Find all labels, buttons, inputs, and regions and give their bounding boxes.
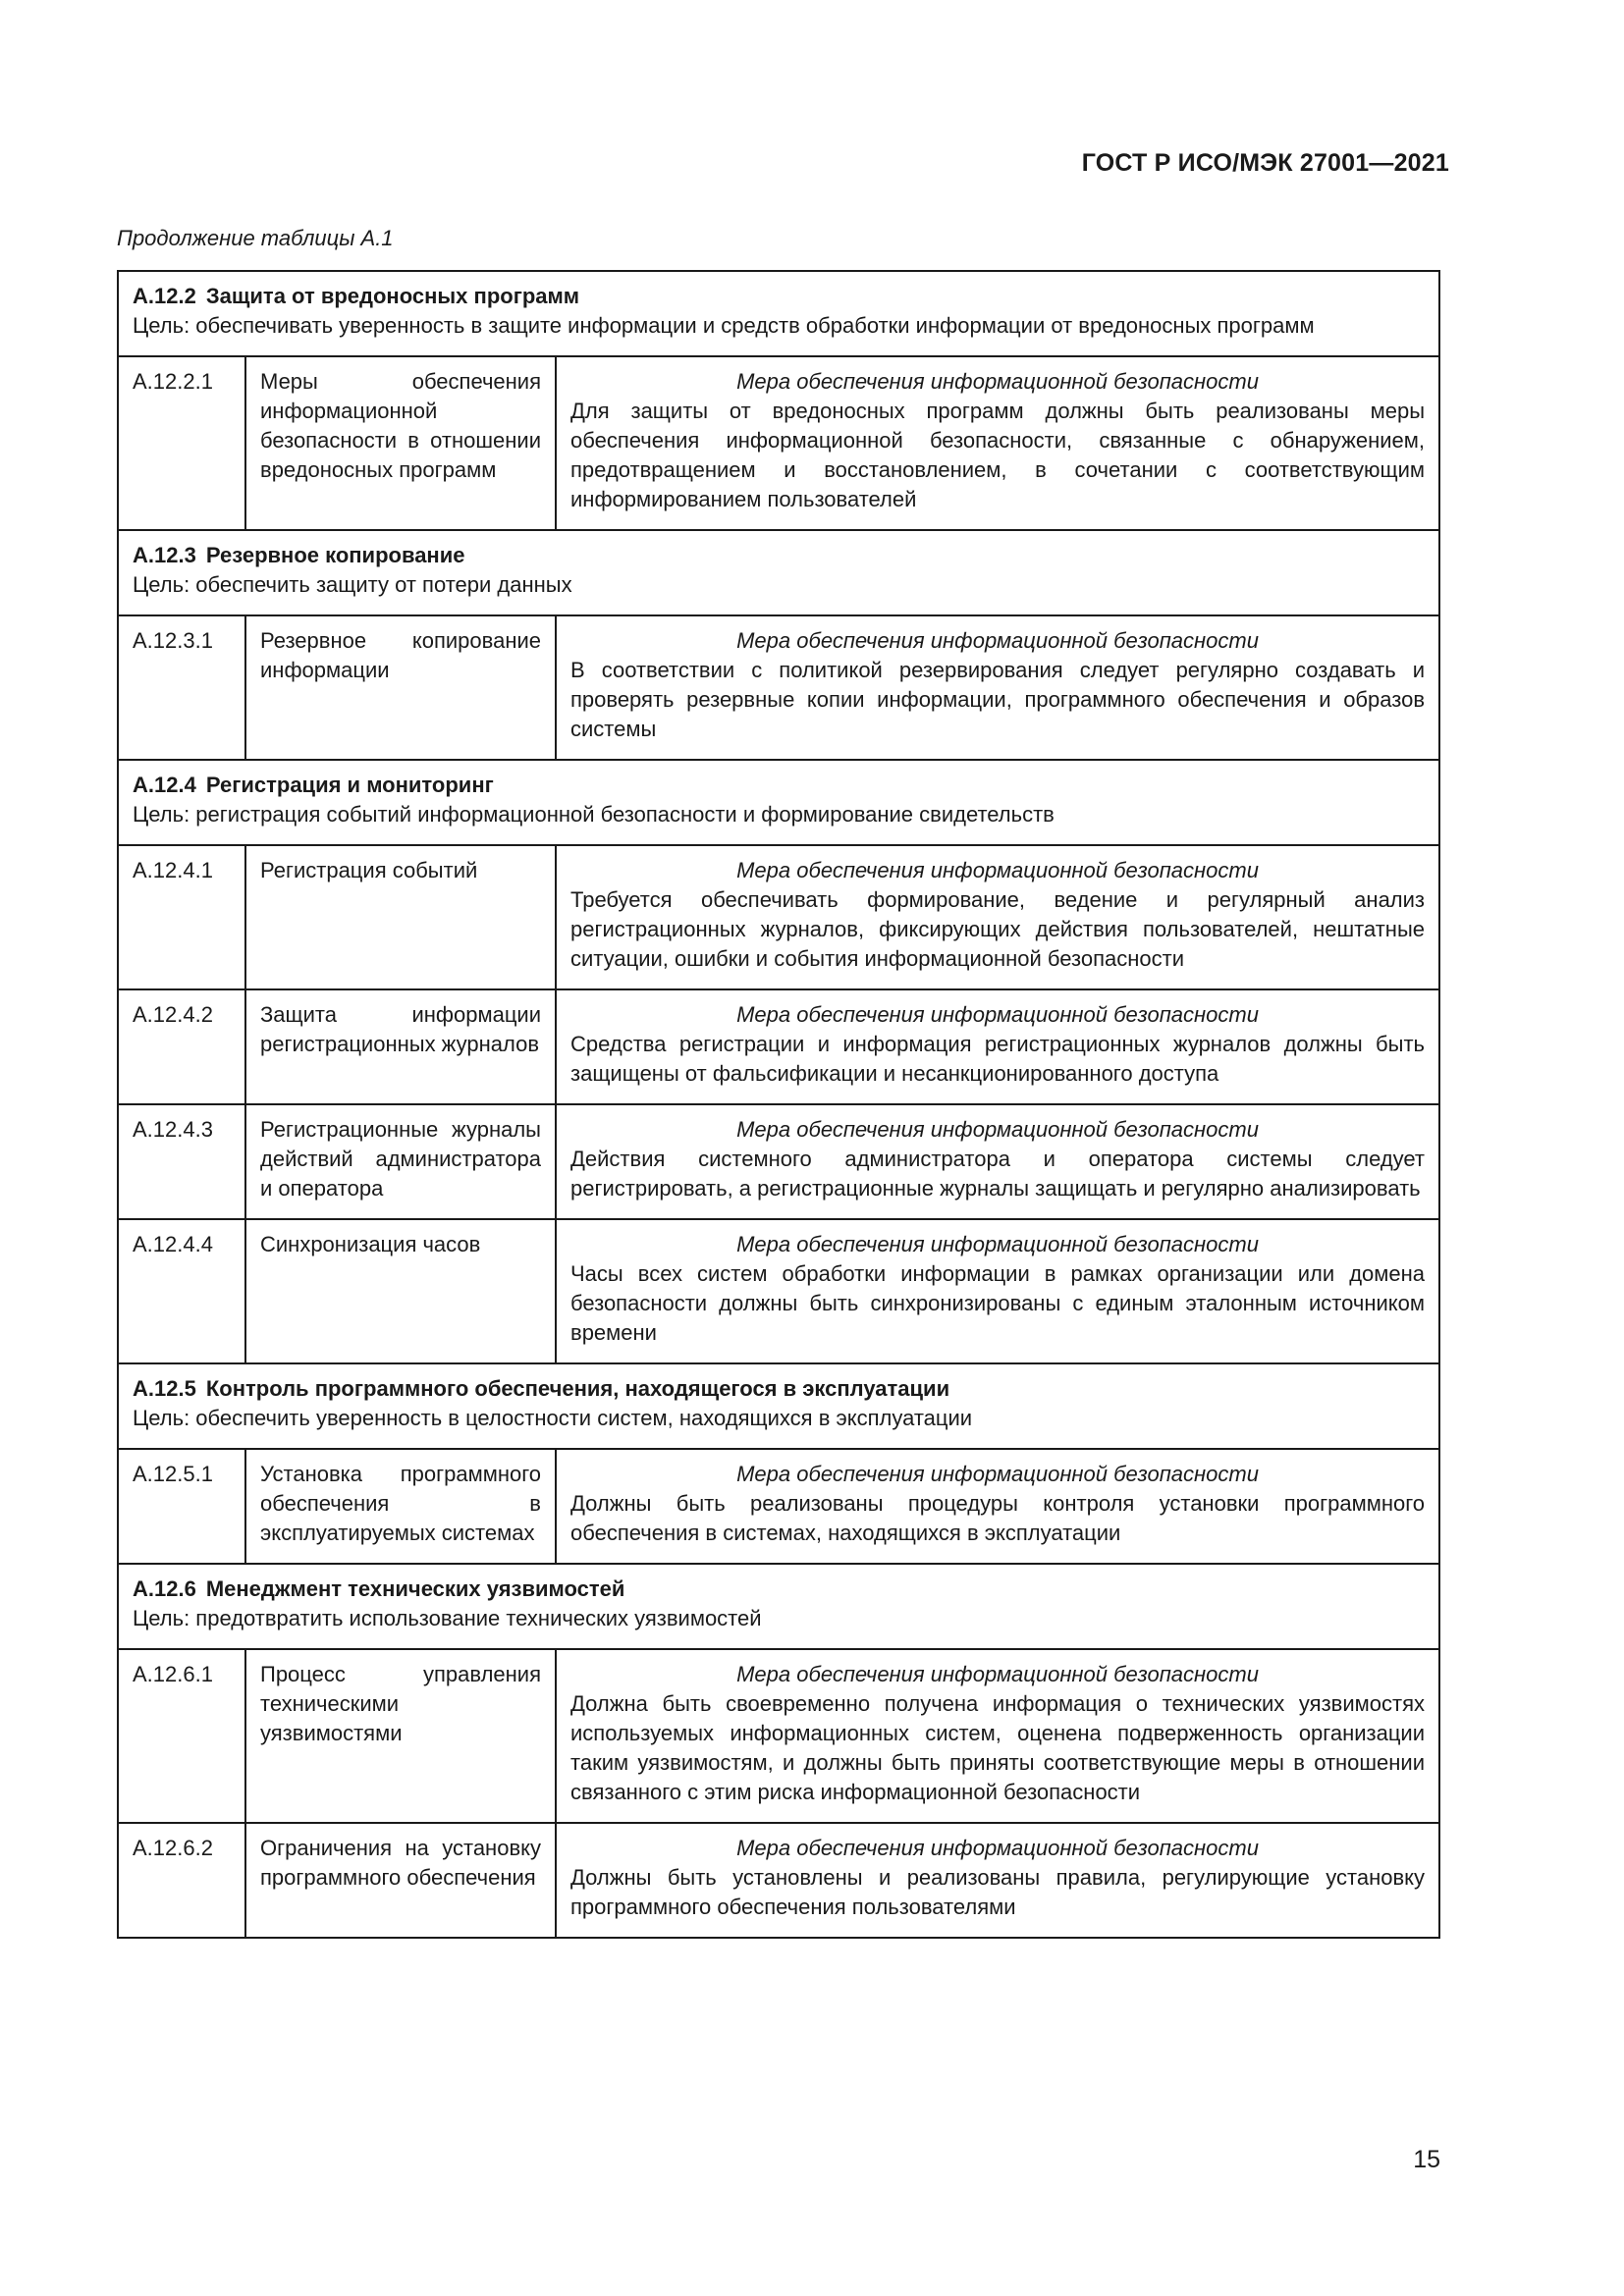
section-title (133, 771, 1425, 800)
measure-text: Должны быть реализованы процедуры контроля установки программного обеспечения в системах, находящихся в эксплуатации (570, 1491, 1426, 1545)
section-cell (118, 530, 1439, 615)
section-code: А.12.2 (133, 284, 196, 308)
control-row (118, 1649, 1439, 1823)
control-name: Регистрационные журналы действий администратора и оператора (245, 1104, 556, 1219)
measure-label: Мера обеспечения информационной безопасности (736, 1117, 1259, 1142)
section-title-text: Менеджмент технических уязвимостей (205, 1576, 625, 1601)
controls-table (117, 270, 1440, 1939)
measure-text: Средства регистрации и информация регистрационных журналов должны быть защищены от фальсификации и несанкционированного доступа (570, 1032, 1426, 1086)
measure-label: Мера обеспечения информационной безопасности (736, 369, 1259, 394)
control-code: А.12.6.1 (118, 1649, 245, 1823)
measure-text: Должна быть своевременно получена информация о технических уязвимостях используемых информационных систем, оценена подверженность организации таким уязвимостям, и должны быть приняты соответствующие меры в отношении связанного с этим риска информационной безопасности (570, 1691, 1426, 1804)
control-row (118, 1449, 1439, 1564)
control-name: Ограничения на установку программного обеспечения (245, 1823, 556, 1938)
control-measure (556, 615, 1439, 760)
control-row (118, 615, 1439, 760)
control-measure (556, 1823, 1439, 1938)
control-measure (556, 1219, 1439, 1363)
control-code: А.12.4.3 (118, 1104, 245, 1219)
section-goal: Цель: предотвратить использование технических уязвимостей (133, 1606, 762, 1630)
section-title-text: Контроль программного обеспечения, находящегося в эксплуатации (205, 1376, 950, 1401)
page-number: 15 (1413, 2146, 1440, 2173)
section-title (133, 541, 1425, 570)
measure-label: Мера обеспечения информационной безопасности (736, 858, 1259, 882)
control-row (118, 356, 1439, 530)
section-row (118, 1363, 1439, 1449)
control-name: Регистрация событий (245, 845, 556, 989)
control-measure (556, 1649, 1439, 1823)
measure-text: Требуется обеспечивать формирование, ведение и регулярный анализ регистрационных журналов, фиксирующих действия пользователей, нештатные ситуации, ошибки и события информационной безопасности (570, 887, 1426, 971)
section-row (118, 530, 1439, 615)
section-title-text: Регистрация и мониторинг (205, 773, 494, 797)
control-code: А.12.3.1 (118, 615, 245, 760)
measure-label: Мера обеспечения информационной безопасности (736, 1232, 1259, 1256)
section-title (133, 1374, 1425, 1404)
section-cell (118, 1564, 1439, 1649)
control-name: Установка программного обеспечения в эксплуатируемых системах (245, 1449, 556, 1564)
control-row (118, 845, 1439, 989)
control-measure (556, 1449, 1439, 1564)
section-title (133, 282, 1425, 311)
measure-text: Действия системного администратора и оператора системы следует регистрировать, а регистрационные журналы защищать и регулярно анализировать (570, 1147, 1426, 1201)
control-row (118, 1104, 1439, 1219)
section-code: А.12.5 (133, 1376, 196, 1401)
section-code: А.12.4 (133, 773, 196, 797)
section-row (118, 1564, 1439, 1649)
measure-label: Мера обеспечения информационной безопасности (736, 1836, 1259, 1860)
section-row (118, 760, 1439, 845)
section-code: А.12.3 (133, 543, 196, 567)
section-goal: Цель: обеспечивать уверенность в защите информации и средств обработки информации от вредоносных программ (133, 313, 1315, 338)
control-name: Процесс управления техническими уязвимостями (245, 1649, 556, 1823)
control-row (118, 989, 1439, 1104)
control-name: Синхронизация часов (245, 1219, 556, 1363)
document-header: ГОСТ Р ИСО/МЭК 27001—2021 (1081, 149, 1449, 177)
control-code: А.12.2.1 (118, 356, 245, 530)
section-title-text: Резервное копирование (205, 543, 465, 567)
section-goal: Цель: обеспечить защиту от потери данных (133, 572, 572, 597)
measure-label: Мера обеспечения информационной безопасности (736, 1462, 1259, 1486)
measure-text: Должны быть установлены и реализованы правила, регулирующие установку программного обеспечения пользователями (570, 1865, 1426, 1919)
section-cell (118, 271, 1439, 356)
section-cell (118, 760, 1439, 845)
section-title-text: Защита от вредоносных программ (205, 284, 580, 308)
measure-label: Мера обеспечения информационной безопасности (736, 1662, 1259, 1686)
control-code: А.12.4.4 (118, 1219, 245, 1363)
measure-label: Мера обеспечения информационной безопасности (736, 628, 1259, 653)
control-code: А.12.5.1 (118, 1449, 245, 1564)
section-goal: Цель: регистрация событий информационной безопасности и формирование свидетельств (133, 802, 1055, 827)
section-cell (118, 1363, 1439, 1449)
control-measure (556, 356, 1439, 530)
control-measure (556, 845, 1439, 989)
control-code: А.12.4.2 (118, 989, 245, 1104)
section-goal: Цель: обеспечить уверенность в целостности систем, находящихся в эксплуатации (133, 1406, 973, 1430)
table-caption: Продолжение таблицы А.1 (117, 226, 394, 250)
section-title (133, 1575, 1425, 1604)
control-code: А.12.4.1 (118, 845, 245, 989)
measure-text: Для защиты от вредоносных программ должны быть реализованы меры обеспечения информационной безопасности, связанные с обнаружением, предотвращением и восстановлением, в сочетании с соответствующим информированием пользователей (570, 399, 1426, 511)
measure-label: Мера обеспечения информационной безопасности (736, 1002, 1259, 1027)
control-row (118, 1219, 1439, 1363)
control-measure (556, 1104, 1439, 1219)
control-name: Резервное копирование информации (245, 615, 556, 760)
control-row (118, 1823, 1439, 1938)
section-row (118, 271, 1439, 356)
section-code: А.12.6 (133, 1576, 196, 1601)
control-measure (556, 989, 1439, 1104)
measure-text: Часы всех систем обработки информации в рамках организации или домена безопасности должны быть синхронизированы с единым эталонным источником времени (570, 1261, 1426, 1345)
control-code: А.12.6.2 (118, 1823, 245, 1938)
measure-text: В соответствии с политикой резервирования следует регулярно создавать и проверять резервные копии информации, программного обеспечения и образов системы (570, 658, 1426, 741)
control-name: Меры обеспечения информационной безопасности в отношении вредоносных программ (245, 356, 556, 530)
control-name: Защита информации регистрационных журналов (245, 989, 556, 1104)
